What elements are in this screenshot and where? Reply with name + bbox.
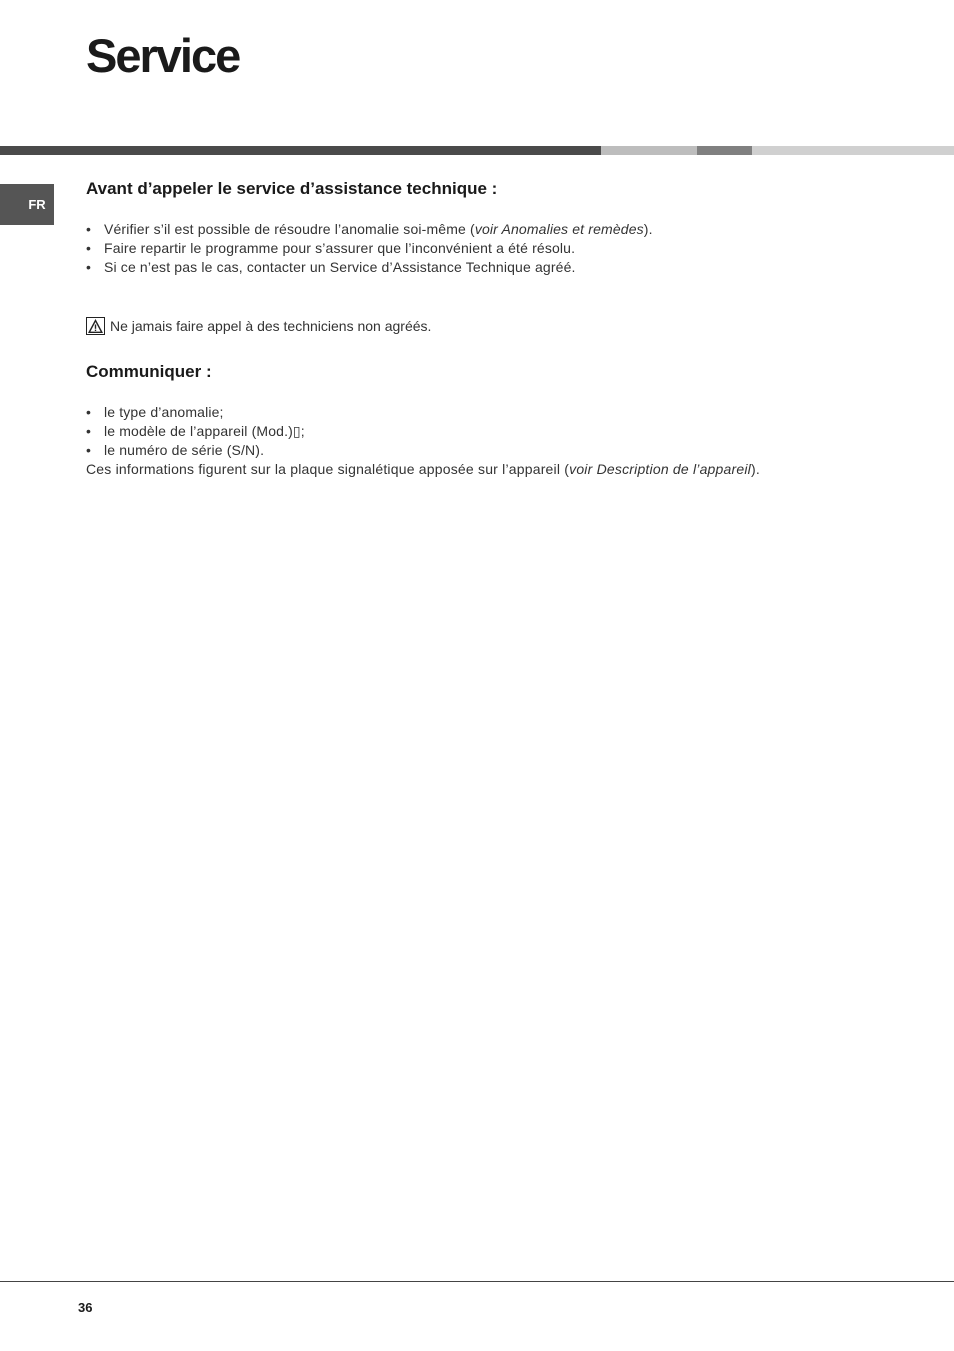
- header-bar-mid-segment: [697, 146, 752, 155]
- section-heading-communicate: Communiquer :: [86, 362, 212, 381]
- list-item: • le numéro de série (S/N).: [86, 441, 486, 460]
- list-item: • le type d’anomalie;: [86, 403, 486, 422]
- footer-divider: [0, 1281, 954, 1282]
- header-bar-dark-segment: [0, 146, 601, 155]
- warning-text: Ne jamais faire appel à des techniciens non agréés.: [110, 317, 432, 334]
- list-item: • le modèle de l’appareil (Mod.)▯;: [86, 422, 486, 441]
- header-bar-lightest-segment: [752, 146, 954, 155]
- section-heading-before-calling: Avant d’appeler le service d’assistance technique :: [86, 179, 498, 198]
- communicate-list: [86, 403, 486, 460]
- warning-triangle-icon: [86, 317, 105, 335]
- header-bar-light-segment: [601, 146, 697, 155]
- page-number: 36: [78, 1300, 93, 1315]
- list-item: • Faire repartir le programme pour s’assurer que l’inconvénient a été résolu.: [86, 239, 726, 258]
- info-paragraph: Ces informations figurent sur la plaque signalétique apposée sur l’appareil (voir Description de l’appareil).: [86, 461, 760, 477]
- before-calling-list: [86, 220, 726, 277]
- language-tab: FR: [0, 184, 54, 225]
- warning-note: [86, 316, 431, 335]
- list-item: • Vérifier s’il est possible de résoudre l’anomalie soi-même (voir Anomalies et remèdes).: [86, 220, 726, 239]
- page-title: Service: [86, 29, 240, 82]
- header-divider-bar: [0, 146, 954, 155]
- list-item: • Si ce n’est pas le cas, contacter un Service d’Assistance Technique agréé.: [86, 258, 726, 277]
